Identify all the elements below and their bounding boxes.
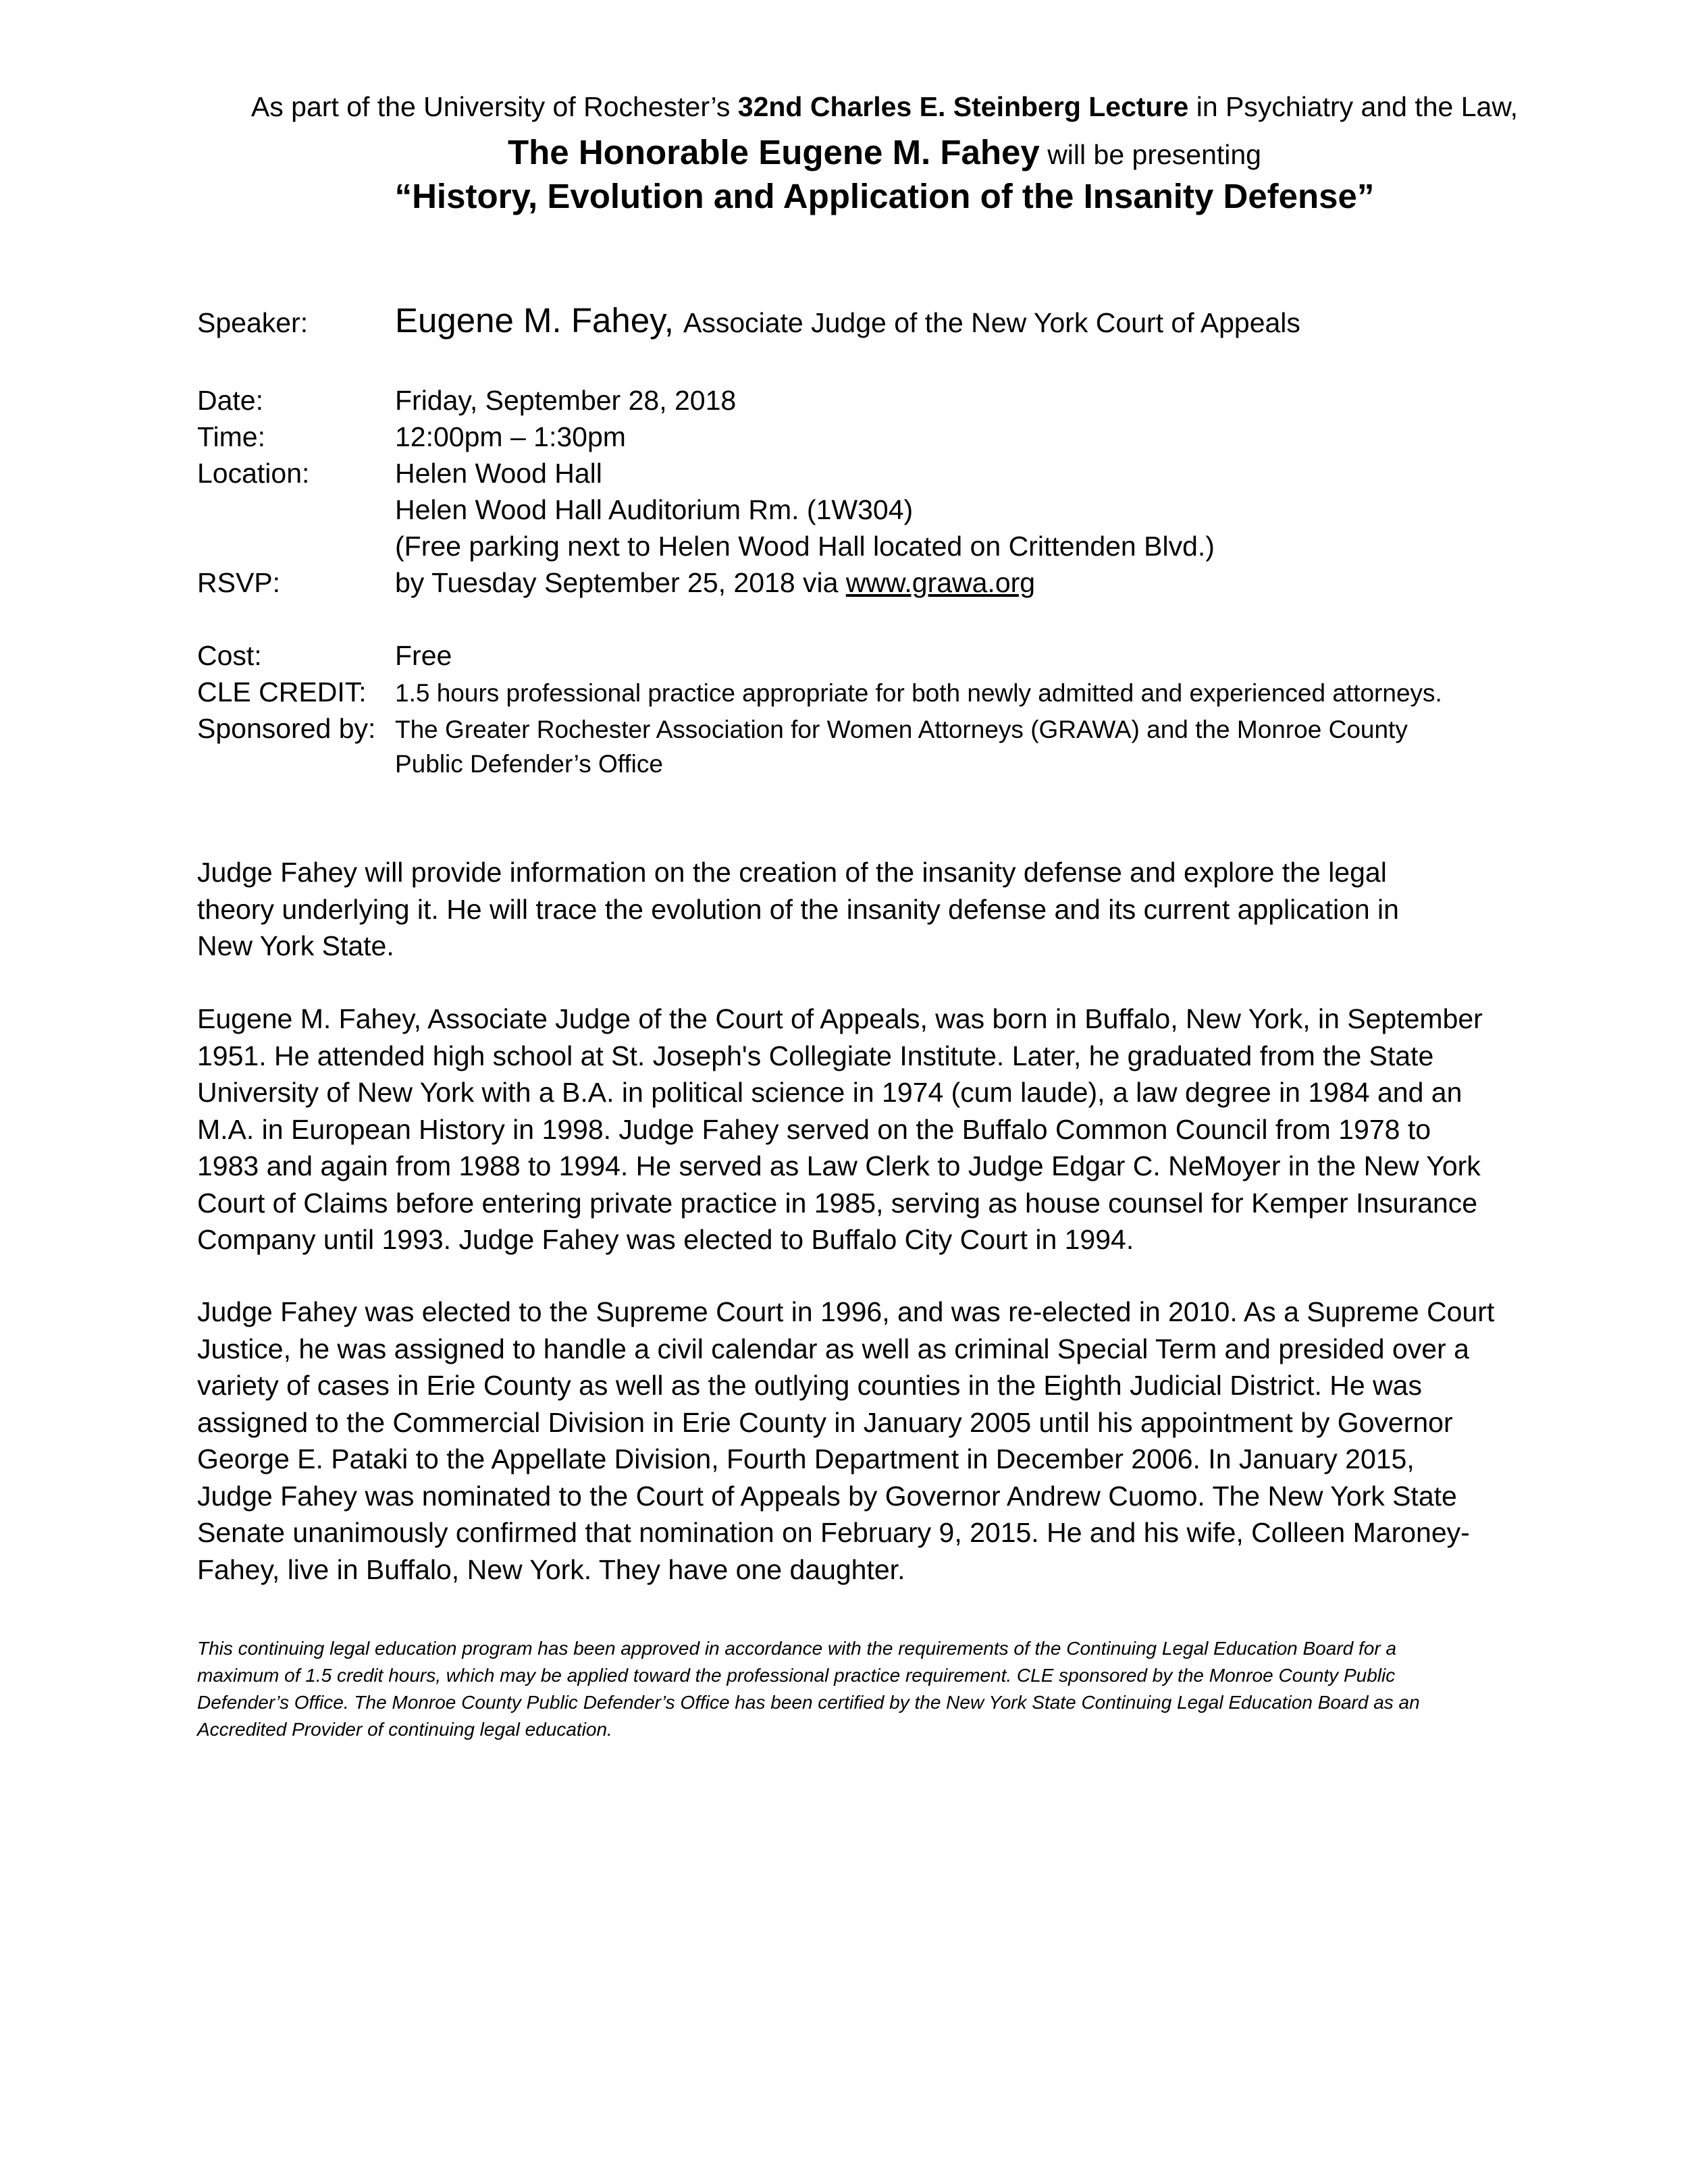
- paragraph-line: 1951. He attended high school at St. Joseph's Collegiate Institute. Later, he graduated from the State: [197, 1040, 1434, 1071]
- rsvp-text: by Tuesday September 25, 2018 via: [395, 567, 846, 598]
- presenter-line: [176, 135, 1593, 169]
- cost-value: Free: [395, 640, 452, 671]
- speaker-label: Speaker:: [197, 307, 309, 338]
- speaker-value: [395, 303, 1300, 338]
- lecture-series-name: 32nd Charles E. Steinberg Lecture: [737, 91, 1189, 122]
- speaker-name: Eugene M. Fahey,: [395, 301, 674, 340]
- paragraph-line: Senate unanimously confirmed that nomination on February 9, 2015. He and his wife, Colleen Maroney-: [197, 1517, 1470, 1548]
- presenter-text: will be presenting: [1039, 139, 1261, 170]
- paragraph-line: Judge Fahey was nominated to the Court of Appeals by Governor Andrew Cuomo. The New York State: [197, 1480, 1457, 1512]
- paragraph-line: Fahey, live in Buffalo, New York. They have one daughter.: [197, 1553, 905, 1585]
- date-label: Date:: [197, 385, 263, 416]
- description-paragraph: [197, 854, 1500, 965]
- presenter-name: The Honorable Eugene M. Fahey: [508, 133, 1040, 171]
- intro-text: As part of the University of Rochester’s: [250, 91, 738, 122]
- location-line-1: Helen Wood Hall: [395, 458, 602, 489]
- disclaimer-line: maximum of 1.5 credit hours, which may be applied toward the professional practice requirement. CLE sponsored by the Monroe County Public: [197, 1665, 1396, 1686]
- cle-disclaimer: [197, 1635, 1521, 1743]
- time-value: 12:00pm – 1:30pm: [395, 421, 626, 452]
- biography-paragraph-2: [197, 1294, 1500, 1588]
- paragraph-line: assigned to the Commercial Division in Erie County in January 2005 until his appointment by Governor: [197, 1406, 1453, 1438]
- paragraph-line: variety of cases in Erie County as well as the outlying counties in the Eighth Judicial District. He was: [197, 1370, 1422, 1401]
- paragraph-line: George E. Pataki to the Appellate Division, Fourth Department in December 2006. In January 2015,: [197, 1443, 1415, 1474]
- paragraph-line: University of New York with a B.A. in political science in 1974 (cum laude), a law degree in 1984 and an: [197, 1077, 1462, 1108]
- cle-value: 1.5 hours professional practice appropriate for both newly admitted and experienced attorneys.: [395, 679, 1442, 707]
- location-line-2: Helen Wood Hall Auditorium Rm. (1W304): [395, 494, 914, 525]
- paragraph-line: Judge Fahey was elected to the Supreme Court in 1996, and was re-elected in 2010. As a Supreme Court: [197, 1296, 1495, 1327]
- location-line-3: (Free parking next to Helen Wood Hall located on Crittenden Blvd.): [395, 531, 1215, 562]
- speaker-role: Associate Judge of the New York Court of Appeals: [683, 307, 1300, 338]
- sponsor-line-1: The Greater Rochester Association for Women Attorneys (GRAWA) and the Monroe County: [395, 716, 1408, 743]
- paragraph-line: M.A. in European History in 1998. Judge Fahey served on the Buffalo Common Council from 1978 to: [197, 1113, 1431, 1145]
- rsvp-value: [395, 569, 1035, 597]
- paragraph-line: Company until 1993. Judge Fahey was elected to Buffalo City Court in 1994.: [197, 1224, 1134, 1255]
- disclaimer-line: Accredited Provider of continuing legal education.: [197, 1719, 612, 1740]
- paragraph-line: New York State.: [197, 930, 394, 961]
- intro-line: [176, 93, 1593, 121]
- rsvp-label: RSVP:: [197, 567, 281, 598]
- cost-label: Cost:: [197, 640, 262, 671]
- sponsor-label: Sponsored by:: [197, 713, 376, 744]
- disclaimer-line: Defender’s Office. The Monroe County Public Defender’s Office has been certified by the New York State Continuing Legal Education Board as an: [197, 1692, 1420, 1713]
- paragraph-line: 1983 and again from 1988 to 1994. He served as Law Clerk to Judge Edgar C. NeMoyer in the New York: [197, 1150, 1481, 1181]
- disclaimer-line: This continuing legal education program has been approved in accordance with the requirements of the Continuing Legal Education Board for a: [197, 1638, 1397, 1659]
- paragraph-line: Eugene M. Fahey, Associate Judge of the Court of Appeals, was born in Buffalo, New York, in September: [197, 1003, 1483, 1034]
- paragraph-line: Court of Claims before entering private practice in 1985, serving as house counsel for Kemper Insurance: [197, 1187, 1478, 1219]
- date-value: Friday, September 28, 2018: [395, 385, 737, 416]
- location-label: Location:: [197, 458, 310, 489]
- time-label: Time:: [197, 421, 265, 452]
- paragraph-line: Justice, he was assigned to handle a civil calendar as well as criminal Special Term and presided over a: [197, 1333, 1469, 1364]
- biography-paragraph-1: [197, 1001, 1500, 1258]
- sponsor-line-2: Public Defender’s Office: [395, 750, 663, 778]
- cle-label: CLE CREDIT:: [197, 676, 367, 708]
- lecture-title: “History, Evolution and Application of the Insanity Defense”: [394, 177, 1375, 215]
- paragraph-line: theory underlying it. He will trace the evolution of the insanity defense and its current application in: [197, 893, 1399, 925]
- paragraph-line: Judge Fahey will provide information on the creation of the insanity defense and explore the legal: [197, 857, 1387, 888]
- rsvp-link[interactable]: www.grawa.org: [845, 567, 1036, 598]
- intro-text-end: in Psychiatry and the Law,: [1188, 91, 1519, 122]
